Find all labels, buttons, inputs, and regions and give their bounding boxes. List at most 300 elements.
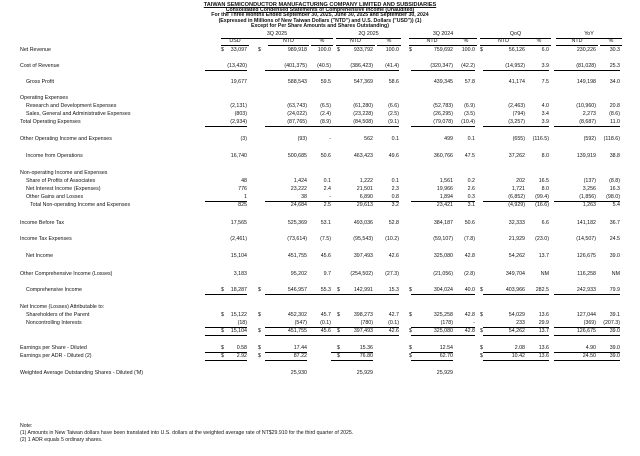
row-value: 233	[483, 319, 525, 328]
row-value: 53.1	[320, 220, 331, 226]
row-value: 0.1	[391, 178, 399, 184]
row-label: Earnings per Share - Diluted	[20, 345, 87, 351]
row-value: 230,226	[576, 47, 596, 53]
row-value: (8,687)	[554, 118, 596, 127]
row-value: 127,044	[576, 312, 596, 318]
row-label: Net Income	[26, 253, 54, 259]
row-value: 42.8	[433, 327, 475, 336]
row-value: 13.7	[507, 327, 549, 336]
row-value: (3)	[240, 136, 247, 142]
column-sub-label: NTD	[480, 37, 527, 46]
row-value: 59.5	[320, 79, 331, 85]
row-value: (1,856)	[554, 193, 596, 202]
column-sub-label: NTD	[409, 37, 455, 46]
row-value: 52.8	[388, 220, 399, 226]
statement-row	[0, 252, 640, 260]
row-value: 54,262	[508, 253, 525, 259]
column-sub-label: %	[600, 37, 622, 46]
row-value: 24.5	[609, 236, 620, 242]
row-value: 29,613	[356, 202, 373, 208]
row-value: 41,174	[508, 79, 525, 85]
currency-symbol: $	[409, 328, 412, 334]
row-value: 56,126	[508, 47, 525, 53]
row-value: 21,929	[508, 236, 525, 242]
row-value: (10.2)	[385, 236, 399, 242]
statement-row	[0, 327, 640, 335]
row-value: (9.1)	[357, 118, 399, 127]
statement-row	[0, 352, 640, 360]
row-value: (40.5)	[289, 62, 331, 71]
row-value: 0.1	[323, 178, 331, 184]
row-label: Net Revenue	[20, 47, 51, 53]
row-value: 25,930	[290, 370, 307, 376]
row-value: (81,028)	[554, 62, 596, 71]
period-line: For the Three Months Ended September 30, 2025, June 30, 2025 and September 30, 2024	[211, 12, 429, 19]
row-value: (8.6)	[609, 111, 620, 117]
statement-row	[0, 118, 640, 126]
row-value: 3,256	[582, 186, 596, 192]
row-value: 8.0	[541, 153, 549, 159]
row-value: 141,182	[576, 220, 596, 226]
row-value: 62.70	[411, 352, 453, 361]
statement-row	[0, 46, 640, 54]
row-value: (2,461)	[230, 236, 247, 242]
row-value: (23,228)	[353, 111, 373, 117]
row-value: 54,262	[483, 327, 525, 336]
currency-symbol: $	[480, 345, 483, 351]
row-value: NM	[540, 271, 549, 277]
row-value: (369)	[554, 319, 596, 328]
row-value: 439,345	[433, 79, 453, 85]
row-value: (79,078)	[411, 118, 453, 127]
row-value: 759,692	[433, 47, 453, 53]
row-value: 242,933	[554, 286, 596, 295]
row-value: NM	[611, 271, 620, 277]
row-value: (2.5)	[388, 111, 399, 117]
row-value: (93)	[297, 136, 307, 142]
row-label: Other Gains and Losses	[26, 194, 84, 200]
row-value: 0.8	[357, 193, 399, 202]
currency-symbol: $	[258, 353, 261, 359]
statement-row	[0, 235, 640, 243]
notes-section	[20, 423, 353, 445]
row-value: 2.08	[483, 344, 525, 353]
row-value: 57.8	[464, 79, 475, 85]
row-value: 1,263	[582, 202, 596, 208]
currency-symbol: $	[480, 287, 483, 293]
row-value: 39.0	[578, 352, 620, 361]
note-1: (1) Amounts in New Taiwan dollars have been translated into U.S. dollars at the weighted average rate of NT$29.910 for the third quarter of 2025.	[20, 430, 354, 437]
row-value: (98.0)	[578, 193, 620, 202]
currency-symbol: $	[337, 287, 340, 293]
row-value: 0.58	[205, 344, 247, 353]
column-sub-label: NTD	[336, 37, 375, 46]
row-value: 6,890	[331, 193, 373, 202]
row-value: 1,561	[439, 178, 453, 184]
row-value: 20.8	[609, 103, 620, 109]
row-value: 282.5	[507, 286, 549, 295]
row-value: 1,424	[293, 178, 307, 184]
row-value: 79.9	[578, 286, 620, 295]
row-value: (6.9)	[464, 103, 475, 109]
currency-symbol: $	[480, 353, 483, 359]
statement-row	[0, 169, 640, 177]
row-value: 23,421	[436, 202, 453, 208]
row-value: 39.0	[578, 327, 620, 336]
row-value: 33,097	[230, 47, 247, 53]
row-value: -	[433, 319, 475, 328]
row-value: (7.8)	[464, 236, 475, 242]
column-sub-label: %	[455, 37, 477, 46]
statement-row	[0, 201, 640, 209]
column-group-label: 3Q 2024	[409, 30, 477, 39]
row-value: 451,755	[265, 327, 307, 336]
row-value: (8.8)	[609, 178, 620, 184]
row-value: 13.6	[538, 312, 549, 318]
notes-title: Note:	[20, 423, 33, 429]
row-value: (63,743)	[287, 103, 307, 109]
currency-symbol: $	[221, 287, 224, 293]
except-line: Except for Per Share Amounts and Shares Outstanding)	[251, 22, 389, 29]
row-value: 13.6	[507, 352, 549, 361]
row-value: 42.6	[388, 253, 399, 259]
statement-row	[0, 177, 640, 185]
row-value: 3.4	[541, 111, 549, 117]
row-value: (178)	[411, 319, 453, 328]
row-value: 0.3	[433, 193, 475, 202]
currency-symbol: $	[221, 47, 224, 53]
row-value: 95,202	[290, 271, 307, 277]
row-label: Income Before Tax	[20, 220, 65, 226]
row-label: Cost of Revenue	[20, 63, 60, 69]
row-label: Non-operating Income and Expenses	[20, 170, 108, 176]
row-value: 562	[364, 136, 373, 142]
row-value: 50.6	[464, 220, 475, 226]
currency-symbol: $	[337, 345, 340, 351]
row-value: (52,783)	[433, 103, 453, 109]
statement-row	[0, 193, 640, 201]
row-label: Research and Development Expenses	[26, 103, 117, 109]
column-sub-label: %	[311, 37, 333, 46]
row-value: (18)	[205, 319, 247, 328]
row-value: 39.1	[609, 312, 620, 318]
row-value: 12.54	[411, 344, 453, 353]
currency-symbol: $	[258, 287, 261, 293]
row-value: 45.6	[289, 327, 331, 336]
row-value: (118.6)	[603, 136, 620, 142]
row-value: 42.8	[464, 253, 475, 259]
row-value: 0.1	[391, 136, 399, 142]
row-label: Total Non-operating Income and Expenses	[30, 202, 131, 208]
row-value: (6.6)	[388, 103, 399, 109]
row-value: 76.80	[331, 352, 373, 361]
row-value: 36.7	[609, 220, 620, 226]
currency-symbol: $	[409, 287, 412, 293]
row-value: 0.2	[467, 178, 475, 184]
row-value: 15.36	[331, 344, 373, 353]
row-value: 825	[238, 202, 247, 208]
row-value: (10,960)	[576, 103, 596, 109]
row-value: (14,952)	[483, 62, 525, 71]
currency-symbol: $	[480, 312, 483, 318]
row-value: (95,543)	[353, 236, 373, 242]
row-value: (116.5)	[532, 136, 549, 142]
row-value: (2.4)	[320, 111, 331, 117]
row-value: 25,929	[356, 370, 373, 376]
currency-symbol: $	[409, 345, 412, 351]
statement-row	[0, 94, 640, 102]
row-value: 48	[241, 178, 247, 184]
row-value: 499	[444, 136, 453, 142]
currency-symbol: $	[409, 312, 412, 318]
row-value: 45.7	[320, 312, 331, 318]
currency-symbol: $	[337, 47, 340, 53]
row-value: 32,333	[508, 220, 525, 226]
row-value: (42.2)	[433, 62, 475, 71]
row-value: (2,463)	[508, 103, 525, 109]
row-value: (0.1)	[289, 319, 331, 328]
column-sub-label: NTD	[556, 37, 598, 46]
row-value: 16.5	[538, 178, 549, 184]
row-value: 933,792	[353, 47, 373, 53]
row-value: 1,894	[411, 193, 453, 202]
note-2: (2) 1 ADR equals 5 ordinary shares.	[20, 437, 103, 444]
currency-symbol: $	[221, 328, 224, 334]
row-value: 304,024	[411, 286, 453, 295]
row-value: (401,375)	[265, 62, 307, 71]
currency-symbol: $	[480, 47, 483, 53]
column-sub-label: %	[527, 37, 551, 46]
row-value: (16.6)	[535, 202, 549, 208]
row-value: 47.5	[464, 153, 475, 159]
row-value: (8.9)	[289, 118, 331, 127]
statement-row	[0, 110, 640, 118]
column-group-label: QoQ	[480, 30, 551, 39]
currency-symbol: $	[258, 328, 261, 334]
row-value: 547,369	[353, 79, 373, 85]
row-value: 546,957	[265, 286, 307, 295]
row-value: (21,056)	[433, 271, 453, 277]
row-value: 451,755	[287, 253, 307, 259]
row-value: 15,122	[230, 312, 247, 318]
row-value: 525,369	[287, 220, 307, 226]
row-value: 37,262	[508, 153, 525, 159]
row-value: 39.0	[578, 344, 620, 353]
currency-symbol: $	[258, 47, 261, 53]
currency-symbol: $	[409, 353, 412, 359]
row-value: 34.0	[609, 79, 620, 85]
column-sub-label: %	[377, 37, 401, 46]
row-value: (26,295)	[433, 111, 453, 117]
row-value: 1,222	[359, 178, 373, 184]
row-value: (7.5)	[320, 236, 331, 242]
row-value: 55.3	[289, 286, 331, 295]
row-value: 2.6	[467, 186, 475, 192]
row-value: 45.6	[320, 253, 331, 259]
row-label: Other Comprehensive Income (Losses)	[20, 271, 113, 277]
statement-row	[0, 102, 640, 110]
row-value: 25.3	[578, 62, 620, 71]
row-label: Other Operating Income and Expenses	[20, 136, 112, 142]
row-value: (24,022)	[287, 111, 307, 117]
row-label: Shareholders of the Parent	[26, 312, 90, 318]
row-value: 40.0	[433, 286, 475, 295]
row-value: (73,614)	[287, 236, 307, 242]
statement-row	[0, 152, 640, 160]
row-value: (2,131)	[230, 103, 247, 109]
row-value: 19,966	[436, 186, 453, 192]
row-value: (14,507)	[576, 236, 596, 242]
row-value: 24.50	[554, 352, 596, 361]
row-value: 58.6	[388, 79, 399, 85]
row-value: 500,685	[287, 153, 307, 159]
statement-row	[0, 219, 640, 227]
row-value: (794)	[512, 111, 525, 117]
row-value: 38	[265, 193, 307, 202]
row-value: (84,508)	[331, 118, 373, 127]
row-value: 25,929	[436, 370, 453, 376]
row-value: 15.3	[357, 286, 399, 295]
currency-symbol: $	[337, 328, 340, 334]
statement-row	[0, 319, 640, 327]
row-value: 100.0	[385, 47, 399, 53]
row-value: (6.5)	[320, 103, 331, 109]
row-value: 139,919	[576, 153, 596, 159]
currency-symbol: $	[221, 353, 224, 359]
row-value: 6.0	[541, 47, 549, 53]
row-value: 3.9	[507, 118, 549, 127]
row-value: (254,502)	[350, 271, 373, 277]
currency-symbol: $	[337, 353, 340, 359]
row-value: 16,740	[230, 153, 247, 159]
row-value: 24,684	[290, 202, 307, 208]
row-value: 16.3	[609, 186, 620, 192]
row-label: Sales, General and Administrative Expenses	[26, 111, 131, 117]
row-label: Share of Profits of Associates	[26, 178, 96, 184]
row-label: Income Tax Expenses	[20, 236, 72, 242]
row-value: 42.7	[388, 312, 399, 318]
row-value: 19,677	[230, 79, 247, 85]
row-value: 989,918	[287, 47, 307, 53]
row-value: 8.0	[541, 186, 549, 192]
row-value: 3.2	[391, 202, 399, 208]
row-value: 17,565	[230, 220, 247, 226]
row-value: (23.0)	[535, 236, 549, 242]
row-value: (27.3)	[385, 271, 399, 277]
statement-row	[0, 78, 640, 86]
column-group-label: 3Q 2025	[221, 30, 333, 39]
currency-symbol: $	[480, 328, 483, 334]
row-value: 0.1	[467, 136, 475, 142]
row-value: (2,934)	[205, 118, 247, 127]
row-value: (592)	[583, 136, 596, 142]
row-value: -	[289, 193, 331, 202]
row-value: 54,029	[508, 312, 525, 318]
row-value: 360,766	[433, 153, 453, 159]
row-value: (61,280)	[353, 103, 373, 109]
row-value: (4,929)	[508, 202, 525, 208]
row-value: 39.0	[609, 253, 620, 259]
row-value: (3.5)	[464, 111, 475, 117]
row-label: Gross Profit	[26, 79, 54, 85]
row-value: (13,420)	[205, 62, 247, 71]
row-value: (3,257)	[483, 118, 525, 127]
row-value: 15,104	[205, 327, 247, 336]
row-label: Weighted Average Outstanding Shares - Diluted ('M)	[20, 370, 144, 376]
row-value: 29.9	[507, 319, 549, 328]
row-value: 9.7	[323, 271, 331, 277]
units-line: (Expressed in Millions of New Taiwan Dollars ("NTD") and U.S. Dollars ("USD")) (1)	[218, 17, 422, 24]
row-value: 116,258	[577, 271, 596, 277]
statement-title: Consolidated Condensed Statements of Comprehensive Income (Unaudited)	[225, 7, 415, 14]
row-value: (59,107)	[433, 236, 453, 242]
column-group-label: 2Q 2025	[336, 30, 401, 39]
row-label: Income from Operations	[26, 153, 83, 159]
row-value: 3,183	[233, 271, 247, 277]
row-value: (320,347)	[411, 62, 453, 71]
row-value: 23,222	[290, 186, 307, 192]
statement-row	[0, 135, 640, 143]
row-value: 397,493	[353, 253, 373, 259]
row-value: 325,080	[411, 327, 453, 336]
row-value: 2.3	[391, 186, 399, 192]
row-value: 17.44	[265, 344, 307, 353]
row-value: 325,080	[433, 253, 453, 259]
row-value: (0.1)	[357, 319, 399, 328]
row-value: 10.42	[483, 352, 525, 361]
statement-row	[0, 286, 640, 294]
row-label: Net Interest Income (Expenses)	[26, 186, 101, 192]
row-value: 349,704	[505, 271, 525, 277]
row-value: 4.0	[541, 103, 549, 109]
row-value: 403,966	[483, 286, 525, 295]
row-value: 463,423	[353, 153, 373, 159]
row-value: 452,302	[287, 312, 307, 318]
row-label: Total Operating Expenses	[20, 119, 81, 125]
row-value: 3.1	[467, 202, 475, 208]
statement-row	[0, 369, 640, 377]
row-value: 15,104	[230, 253, 247, 259]
row-value: 397,493	[331, 327, 373, 336]
row-value: 1,721	[511, 186, 525, 192]
row-value: 42.6	[357, 327, 399, 336]
row-value: 38.8	[609, 153, 620, 159]
row-value: 6.6	[541, 220, 549, 226]
row-value: (386,423)	[331, 62, 373, 71]
row-value: 30.3	[609, 47, 620, 53]
row-value: 87.22	[265, 352, 307, 361]
column-sub-header	[0, 37, 640, 45]
row-value: 149,198	[576, 79, 596, 85]
row-value: 7.5	[541, 79, 549, 85]
row-value: 398,273	[353, 312, 373, 318]
currency-symbol: $	[258, 312, 261, 318]
row-value: 49.6	[388, 153, 399, 159]
row-value: (547)	[265, 319, 307, 328]
column-group-label: YoY	[556, 30, 622, 39]
row-value: (803)	[234, 111, 247, 117]
row-label: Noncontrolling Interests	[26, 320, 82, 326]
row-value: 776	[238, 186, 247, 192]
row-value: 21,501	[356, 186, 373, 192]
row-value: 1	[205, 193, 247, 202]
row-label: Comprehensive Income	[26, 287, 82, 293]
row-value: 42.8	[464, 312, 475, 318]
row-value: (655)	[512, 136, 525, 142]
row-value: 325,258	[433, 312, 453, 318]
statement-row	[0, 270, 640, 278]
row-value: 100.0	[461, 47, 475, 53]
